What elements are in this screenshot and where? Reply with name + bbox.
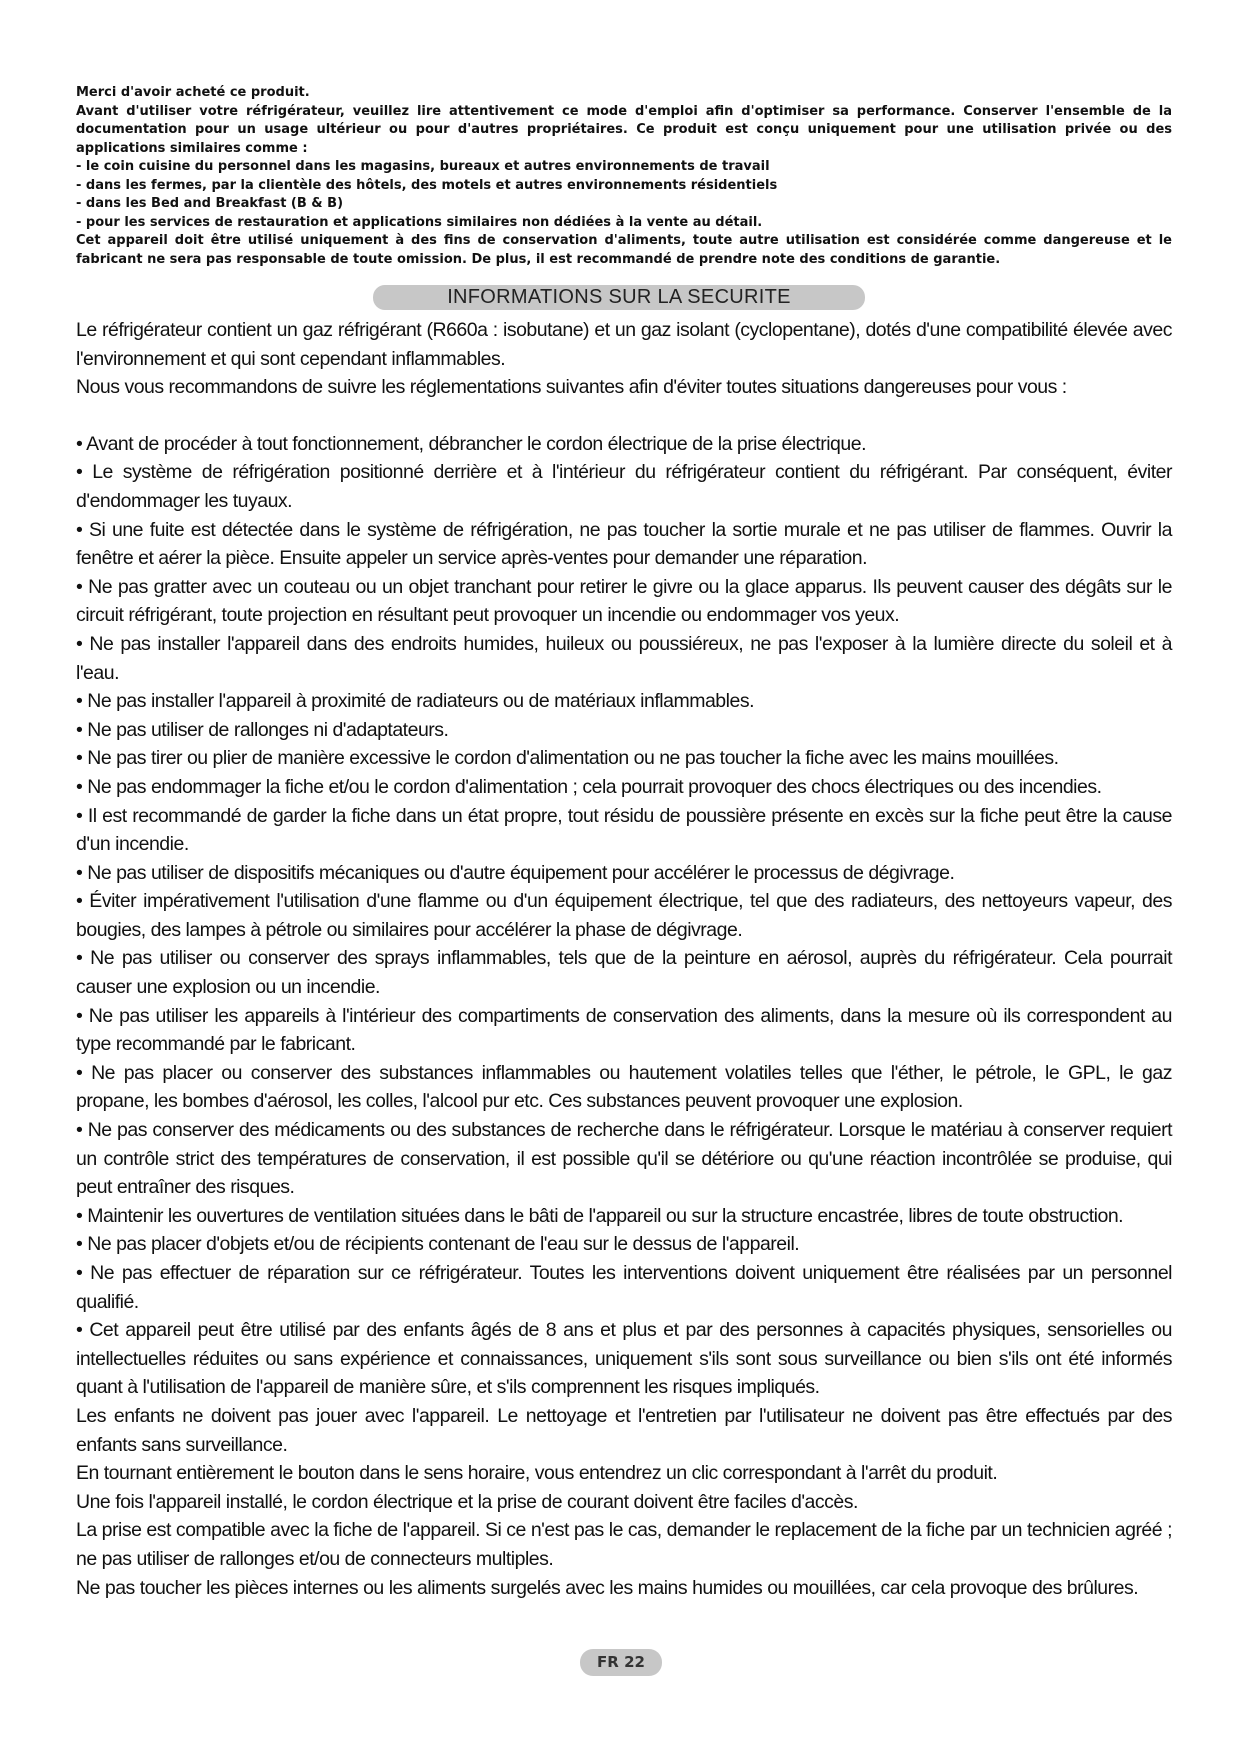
safety-bullet: • Ne pas utiliser les appareils à l'intérieur des compartiments de conservation des aliments, dans la mesure où ils correspondent au type recommandé par le fabricant. (76, 1004, 1172, 1056)
safety-bullet: • Ne pas placer ou conserver des substances inflammables ou hautement volatiles telles que l'éther, le pétrole, le GPL, le gaz propane, les bombes d'aérosol, les colles, l'alcool pur etc. Ces substances peuvent provoquer une explosion. (76, 1061, 1172, 1113)
safety-bullet: • Ne pas placer d'objets et/ou de récipients contenant de l'eau sur le dessus de l'appareil. (76, 1233, 800, 1256)
intro-thanks: Merci d'avoir acheté ce produit. (76, 85, 310, 100)
closing-paragraph: Une fois l'appareil installé, le cordon électrique et la prise de courant doivent être faciles d'accès. (76, 1490, 858, 1513)
safety-bullet: • Avant de procéder à tout fonctionnement, débrancher le cordon électrique de la prise électrique. (76, 432, 866, 455)
safety-bullet: • Maintenir les ouvertures de ventilation situées dans le bâti de l'appareil ou sur la structure encastrée, libres de toute obstruction. (76, 1204, 1124, 1227)
safety-bullet: • Cet appareil peut être utilisé par des enfants âgés de 8 ans et plus et par des personnes à capacités physiques, sensorielles ou intellectuelles réduites ou sans expérience et connaissances, uniquement s'ils sont sous surveillance ou bien s'ils ont été informés quant à l'utilisation de l'appareil de manière sûre, et s'ils comprennent les risques impliqués. (76, 1319, 1172, 1399)
safety-bullet: • Ne pas utiliser de rallonges ni d'adaptateurs. (76, 718, 449, 741)
intro-paragraph: Avant d'utiliser votre réfrigérateur, veuillez lire attentivement ce mode d'emploi afin d'optimiser sa performance. Conserver l'ensemble de la documentation pour un usage ultérieur ou pour d'autres propriétaires. Ce produit est conçu uniquement pour une utilisation privée ou des applications similaires comme : (76, 103, 1172, 156)
safety-bullet: • Ne pas conserver des médicaments ou des substances de recherche dans le réfrigérateur. Lorsque le matériau à conserver requiert un contrôle strict des températures de conservation, il est possible qu'il se détériore ou qu'une réaction incontrôlée se produise, qui peut entraîner des risques. (76, 1119, 1172, 1199)
safety-bullet: • Le système de réfrigération positionné derrière et à l'intérieur du réfrigérateur contient du réfrigérant. Par conséquent, éviter d'endommager les tuyaux. (76, 461, 1172, 512)
closing-paragraph: La prise est compatible avec la fiche de l'appareil. Si ce n'est pas le cas, demander le replacement de la fiche par un technicien agréé ; ne pas utiliser de rallonges et/ou de connecteurs multiples. (76, 1519, 1172, 1570)
safety-bullet: • Ne pas installer l'appareil à proximité de radiateurs ou de matériaux inflammables. (76, 690, 754, 713)
lead-paragraph: Le réfrigérateur contient un gaz réfrigérant (R660a : isobutane) et un gaz isolant (cyclopentane), dotés d'une compatibilité élevée avec l'environnement et qui sont cependant inflammables. (76, 319, 1172, 370)
intro-list-item: - dans les Bed and Breakfast (B & B) (76, 196, 344, 211)
closing-paragraph: Les enfants ne doivent pas jouer avec l'appareil. Le nettoyage et l'entretien par l'utilisateur ne doivent pas être effectués par des enfants sans surveillance. (76, 1404, 1172, 1456)
closing-paragraph: En tournant entièrement le bouton dans le sens horaire, vous entendrez un clic correspondant à l'arrêt du produit. (76, 1462, 998, 1485)
intro-warning: Cet appareil doit être utilisé uniquement à des fins de conservation d'aliments, toute autre utilisation est considérée comme dangereuse et le fabricant ne sera pas responsable de toute omission. De plus, il est recommandé de prendre note des conditions de garantie. (76, 233, 1172, 267)
spacer (76, 402, 1172, 430)
safety-bullet: • Ne pas tirer ou plier de manière excessive le cordon d'alimentation ou ne pas toucher la fiche avec les mains mouillées. (76, 747, 1059, 770)
safety-bullet: • Si une fuite est détectée dans le système de réfrigération, ne pas toucher la sortie murale et ne pas utiliser de flammes. Ouvrir la fenêtre et aérer la pièce. Ensuite appeler un service après-ventes pour demander une réparation. (76, 518, 1172, 570)
document-page (76, 84, 1172, 1602)
safety-bullet: • Ne pas gratter avec un couteau ou un objet tranchant pour retirer le givre ou la glace apparus. Ils peuvent causer des dégâts sur le circuit réfrigérant, toute projection en résultant peut provoquer un incendie ou endommager vos yeux. (76, 575, 1172, 627)
page-number-badge: FR 22 (580, 1649, 662, 1676)
section-title: INFORMATIONS SUR LA SECURITE (373, 285, 865, 310)
intro-list-item: - pour les services de restauration et applications similaires non dédiées à la vente au détail. (76, 214, 763, 230)
intro-list-item: - le coin cuisine du personnel dans les magasins, bureaux et autres environnements de travail (76, 159, 770, 174)
section-title-wrap (76, 285, 1172, 310)
safety-body (76, 316, 1172, 1602)
closing-paragraph: Ne pas toucher les pièces internes ou les aliments surgelés avec les mains humides ou mouillées, car cela provoque des brûlures. (76, 1576, 1139, 1599)
safety-bullet: • Éviter impérativement l'utilisation d'une flamme ou d'un équipement électrique, tel que des radiateurs, des nettoyeurs vapeur, des bougies, des lampes à pétrole ou similaires pour accélérer la phase de dégivrage. (76, 890, 1172, 941)
intro-list-item: - dans les fermes, par la clientèle des hôtels, des motels et autres environnements résidentiels (76, 177, 778, 193)
lead-paragraph: Nous vous recommandons de suivre les réglementations suivantes afin d'éviter toutes situations dangereuses pour vous : (76, 376, 1067, 399)
safety-bullet: • Ne pas installer l'appareil dans des endroits humides, huileux ou poussiéreux, ne pas l'exposer à la lumière directe du soleil et à l'eau. (76, 632, 1172, 684)
safety-bullet: • Ne pas utiliser de dispositifs mécaniques ou d'autre équipement pour accélérer le processus de dégivrage. (76, 861, 955, 884)
safety-bullet: • Ne pas utiliser ou conserver des sprays inflammables, tels que de la peinture en aérosol, auprès du réfrigérateur. Cela pourrait causer une explosion ou un incendie. (76, 947, 1172, 999)
safety-bullet: • Ne pas endommager la fiche et/ou le cordon d'alimentation ; cela pourrait provoquer des chocs électriques ou des incendies. (76, 775, 1102, 798)
safety-bullet: • Ne pas effectuer de réparation sur ce réfrigérateur. Toutes les interventions doivent uniquement être réalisées par un personnel qualifié. (76, 1262, 1172, 1313)
intro-block (76, 84, 1172, 269)
safety-bullet: • Il est recommandé de garder la fiche dans un état propre, tout résidu de poussière présente en excès sur la fiche peut être la cause d'un incendie. (76, 804, 1172, 856)
